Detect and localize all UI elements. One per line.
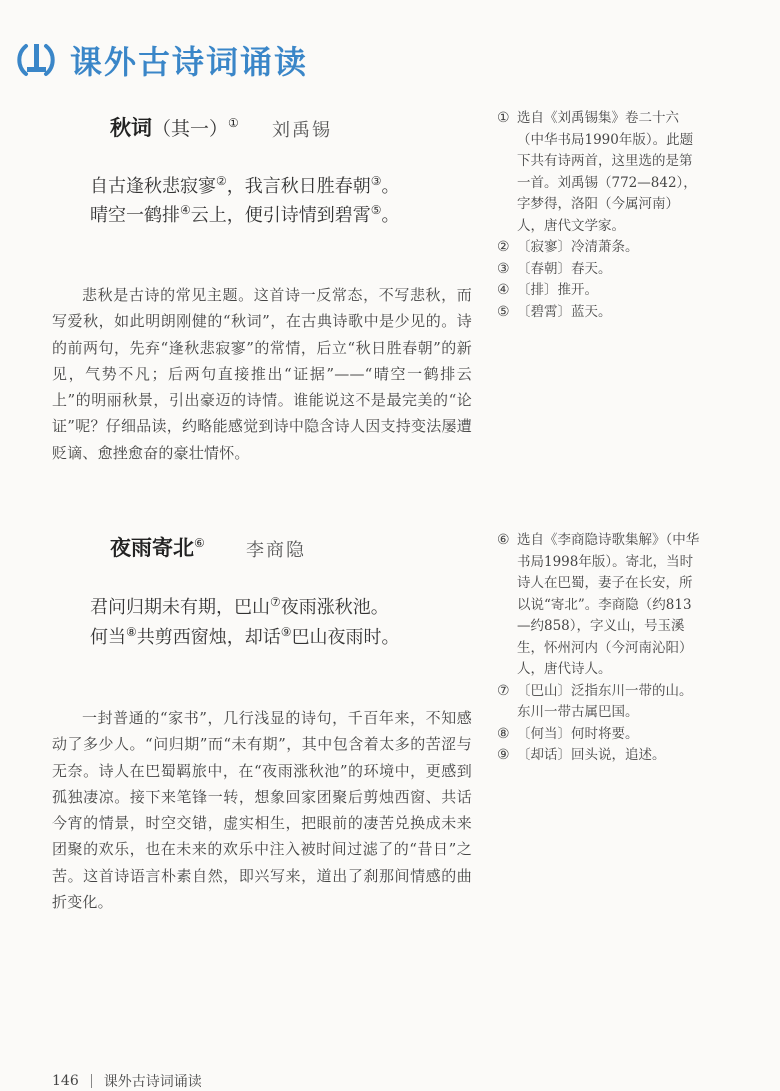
- poem2-verse-line: [90, 623, 400, 649]
- commentary-paragraph: 一封普通的“家书”，几行浅显的诗句，千百年来，不知感动了多少人。“问归期”而“未有期”，其中包含着太多的苦涩与无奈。诗人在巴蜀羁旅中，在“夜雨涨秋池”的环境中，更感到孤独凄凉。接下来笔锋一转，想象回家团聚后剪烛西窗、共话今宵的情景，时空交错，虚实相生，把眼前的凄苦兑换成未来团聚的欢乐，也在未来的欢乐中注入被时间过滤了的“昔日”之苦。这首诗语言朴素自然，即兴写来，道出了刹那间情感的曲折变化。: [52, 709, 472, 912]
- footnote-text: 〔排〕推开。: [517, 282, 598, 298]
- poem2-commentary: [52, 705, 472, 915]
- footnote-number: ④: [497, 282, 510, 298]
- poem1-verse-line: [90, 172, 400, 198]
- footer-divider: [91, 1074, 92, 1088]
- poem2-notes: [497, 530, 702, 767]
- verse-text: ，我言秋日胜春朝: [226, 176, 371, 197]
- poem1-verse-line: [90, 201, 400, 227]
- verse-text: 夜雨涨秋池。: [280, 597, 389, 618]
- footnote-text: 选自《李商隐诗歌集解》（中华书局1998年版）。寄北，当时诗人在巴蜀，妻子在长安，所以说“寄北”。李商隐（约813—约858），字义山，号玉溪生，怀州河内（今河南沁阳）人，唐代诗人。: [517, 532, 700, 677]
- footnote-text: 〔巴山〕泛指东川一带的山。东川一带古属巴国。: [517, 682, 693, 720]
- verse-text: 何当: [90, 627, 126, 648]
- footnote-item: [497, 280, 702, 302]
- footnote-text: 〔碧霄〕蓝天。: [517, 303, 612, 320]
- footnote-number: ⑦: [497, 682, 510, 699]
- footnote-text: 〔却话〕回头说，追述。: [517, 747, 666, 763]
- footnote-number: ⑨: [497, 747, 510, 763]
- footnote-item: [497, 681, 702, 724]
- poem1-title: [110, 112, 239, 142]
- poem2-title: [110, 532, 205, 562]
- poem2-author: 李商隐: [246, 540, 306, 561]
- footnote-item: [497, 108, 702, 237]
- footnote-item: [497, 724, 702, 746]
- verse-text: 。: [381, 176, 400, 197]
- footnote-item: [497, 259, 702, 281]
- verse-text: 自古逢秋悲寂寥: [90, 176, 216, 197]
- verse-note-ref: ⑧: [126, 625, 137, 639]
- section-header: [14, 34, 308, 86]
- footnote-text: 〔春朝〕春天。: [517, 260, 612, 277]
- footer-section-name: 课外古诗词诵读: [103, 1074, 202, 1090]
- section-title: 课外古诗词诵读: [70, 43, 309, 81]
- commentary-paragraph: 悲秋是古诗的常见主题。这首诗一反常态，不写悲秋，而写爱秋，如此明朗刚健的“秋词”，在古典诗歌中是少见的。诗的前两句，先弃“逢秋悲寂寥”的常情，后立“秋日胜春朝”的新见，气势不凡；后两句直接推出“证据”——“晴空一鹤排云上”的明丽秋景，引出豪迈的诗情。谁能说这不是最完美的“论证”呢？仔细品读，约略能感觉到诗中隐含诗人因支持变法屡遭贬谪、愈挫愈奋的豪壮情怀。: [52, 286, 472, 462]
- verse-text: 晴空一鹤排: [90, 205, 180, 226]
- verse-note-ref: ⑤: [370, 203, 382, 217]
- footnote-number: ③: [497, 260, 510, 277]
- footnote-text: 〔寂寥〕冷清萧条。: [517, 239, 639, 255]
- footnote-item: [497, 530, 702, 681]
- footnote-item: [497, 237, 702, 259]
- verse-text: 共剪西窗烛，却话: [136, 627, 281, 648]
- footnote-number: ⑤: [497, 303, 510, 320]
- footnote-item: [497, 745, 702, 767]
- section-logo-icon: [14, 38, 58, 82]
- poem2-verse-line: [90, 593, 389, 619]
- footnote-number: ①: [497, 110, 510, 126]
- verse-text: 云上，便引诗情到碧霄: [190, 205, 371, 226]
- verse-text: 巴山夜雨时。: [291, 627, 400, 648]
- verse-note-ref: ③: [370, 174, 382, 188]
- poem2-title-note-ref: ⑥: [194, 536, 205, 550]
- footnote-text: 选自《刘禹锡集》卷二十六（中华书局1990年版）。此题下共有诗两首，这里选的是第一首。刘禹锡（772—842），字梦得，洛阳（今属河南）人，唐代文学家。: [517, 110, 697, 234]
- footnote-item: [497, 302, 702, 324]
- poem1-title-note-ref: ①: [228, 116, 239, 130]
- poem1-author: 刘禹锡: [272, 120, 332, 141]
- verse-text: 君问归期未有期，巴山: [90, 597, 270, 618]
- verse-note-ref: ②: [216, 174, 227, 188]
- page-number: 146: [52, 1073, 79, 1089]
- poem2-title-text: 夜雨寄北: [110, 535, 194, 560]
- verse-note-ref: ⑦: [270, 595, 281, 609]
- verse-text: 。: [381, 205, 400, 226]
- footnote-text: 〔何当〕何时将要。: [517, 725, 639, 742]
- verse-note-ref: ⑨: [280, 625, 292, 639]
- page-footer: [52, 1071, 202, 1091]
- footnote-number: ②: [497, 239, 510, 255]
- footnote-number: ⑥: [497, 532, 510, 548]
- poem1-subtitle: （其一）: [152, 118, 229, 140]
- poem1-commentary: [52, 282, 472, 466]
- verse-note-ref: ④: [180, 203, 191, 217]
- footnote-number: ⑧: [497, 725, 510, 742]
- poem1-title-text: 秋词: [110, 115, 152, 140]
- poem1-notes: [497, 108, 702, 323]
